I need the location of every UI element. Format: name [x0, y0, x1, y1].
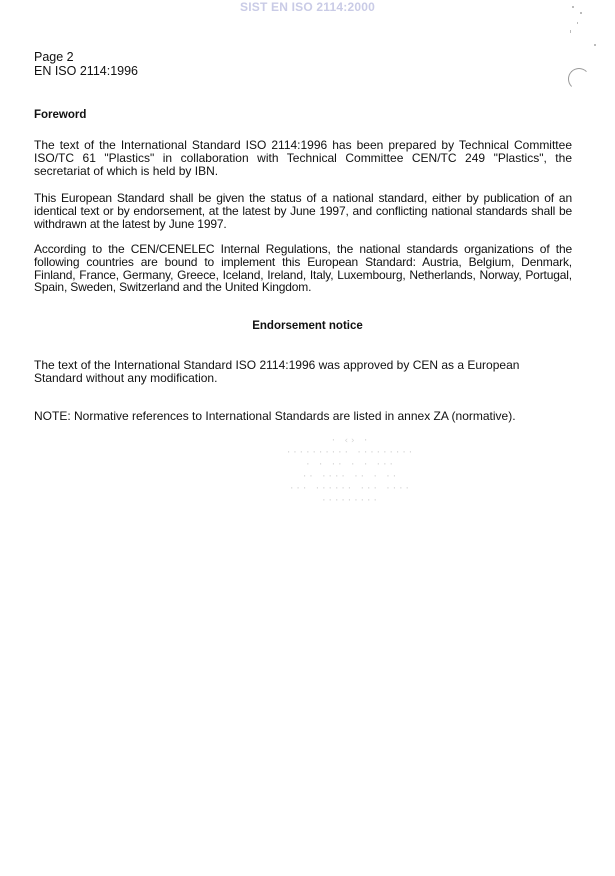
page-header — [34, 50, 138, 78]
scan-speck — [572, 6, 574, 8]
foreword-paragraph-2: This European Standard shall be given the status of a national standard, either by publication of an identical text or by endorsement, at the latest by June 1997, and conflicting national standards shall be withdrawn at the latest by June 1997. — [34, 191, 572, 231]
normative-note: NOTE: Normative references to International Standards are listed in annex ZA (normative). — [34, 409, 516, 423]
scan-speck — [577, 22, 578, 24]
endorsement-heading: Endorsement notice — [252, 320, 363, 332]
standard-reference: EN ISO 2114:1996 — [34, 64, 139, 78]
scan-artifact-mark — [568, 68, 590, 90]
faded-stamp: · ‹› · ·········· ········· · · ·· · · ··· ·· ···· ·· · ·· ··· ······ ··· ···· ········· — [285, 436, 415, 506]
scan-speck — [580, 12, 582, 14]
foreword-paragraph-1: The text of the International Standard ISO 2114:1996 has been prepared by Technical Committee ISO/TC 61 "Plastics" in collaboration with Technical Committee CEN/TC 249 "Plastics", the secretariat of which is held by IBN. — [34, 138, 572, 178]
foreword-paragraph-3: According to the CEN/CENELEC Internal Regulations, the national standards organizations of the following countries are bound to implement this European Standard: Austria, Belgium, Denmark, Finland, France, Germany, Greece, Iceland, Ireland, Italy, Luxembourg, Netherlands, Norway, Portugal, Spain, Sweden, Switzerland and the United Kingdom. — [34, 242, 572, 295]
page-number: Page 2 — [34, 50, 74, 64]
scan-speck — [594, 44, 596, 46]
document-watermark: SIST EN ISO 2114:2000 — [240, 0, 375, 14]
foreword-heading: Foreword — [34, 109, 87, 121]
scan-speck — [570, 30, 571, 33]
endorsement-text: The text of the International Standard ISO 2114:1996 was approved by CEN as a European Standard without any modification. — [34, 358, 520, 385]
